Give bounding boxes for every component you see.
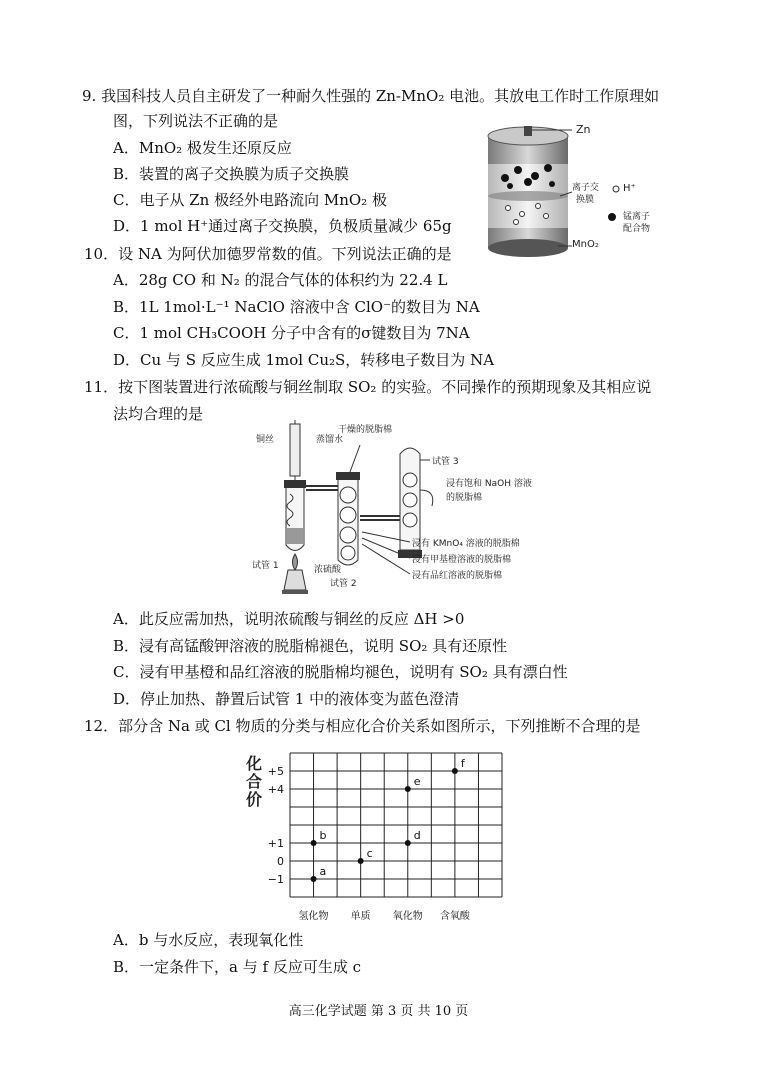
mn-complex-label-1: 锰离子 (623, 212, 651, 222)
q10-option-b: B．1L 1mol·L⁻¹ NaClO 溶液中含 ClO⁻的数目为 NA (113, 298, 480, 316)
x-category-label: 氧化物 (392, 911, 423, 922)
q9-option-b: B．装置的离子交换膜为质子交换膜 (113, 165, 350, 183)
battery-figure (480, 118, 680, 268)
q11-stem-line2: 法均合理的是 (113, 405, 204, 423)
q10-stem: 10．设 NA 为阿伏加德罗常数的值。下列说法正确的是 (84, 245, 452, 263)
y-tick-label: +5 (267, 765, 284, 778)
page-footer: 高三化学试题 第 3 页 共 10 页 (288, 1004, 469, 1019)
point-a (311, 876, 317, 882)
q11-option-d: D．停止加热、静置后试管 1 中的液体变为蓝色澄清 (113, 690, 460, 708)
x-category-label: 氢化物 (298, 911, 329, 922)
kmno4-cotton-label: 浸有 KMnO₄ 溶液的脱脂棉 (412, 539, 520, 549)
point-label-d: d (413, 829, 421, 842)
q12-stem: 12．部分含 Na 或 Cl 物质的分类与相应化合价关系如图所示，下列推断不合理的是 (84, 717, 641, 735)
point-label-b: b (319, 829, 327, 842)
point-label-e: e (413, 775, 421, 788)
chart-ylabel: 化合价 (246, 754, 263, 809)
q10-option-a: A．28g CO 和 N₂ 的混合气体的体积约为 22.4 L (113, 271, 448, 289)
valence-chart-svg (240, 745, 520, 925)
distilled-water-label: 蒸馏水 (316, 435, 344, 445)
valence-chart (240, 745, 520, 925)
q10-option-c: C．1 mol CH₃COOH 分子中含有的σ键数目为 7NA (113, 324, 470, 342)
q12-option-a: A．b 与水反应，表现氧化性 (113, 931, 304, 949)
copper-wire-label: 铜丝 (256, 435, 275, 445)
h-ion-label: H⁺ (623, 183, 636, 194)
q11-option-b: B．浸有高锰酸钾溶液的脱脂棉褪色，说明 SO₂ 具有还原性 (113, 637, 508, 655)
q9-option-c: C．电子从 Zn 极经外电路流向 MnO₂ 极 (113, 191, 387, 209)
tube3-label: 试管 3 (432, 457, 459, 467)
q11-option-c: C．浸有甲基橙和品红溶液的脱脂棉均褪色，说明有 SO₂ 具有漂白性 (113, 663, 568, 681)
zn-label: Zn (576, 123, 591, 136)
methyl-orange-cotton-label: 浸有甲基橙溶液的脱脂棉 (412, 555, 512, 565)
y-tick-label: +1 (267, 837, 284, 850)
tube1-label: 试管 1 (252, 561, 279, 571)
y-tick-label: +4 (267, 783, 284, 796)
q9-stem-line2: 图，下列说法不正确的是 (113, 112, 279, 130)
point-e (405, 786, 411, 792)
y-tick-label: 0 (277, 855, 284, 868)
point-c (358, 858, 364, 864)
point-label-f: f (460, 757, 465, 770)
y-tick-label: −1 (267, 873, 284, 886)
q11-stem-line1: 11．按下图装置进行浓硫酸与铜丝制取 SO₂ 的实验。不同操作的预期现象及其相应说 (84, 378, 652, 396)
point-label-a: a (319, 865, 327, 878)
point-label-c: c (366, 847, 373, 860)
q11-option-a: A．此反应需加热，说明浓硫酸与铜丝的反应 ΔH >0 (113, 610, 465, 628)
membrane-label-1: 离子交 (572, 183, 600, 193)
q10-option-d: D．Cu 与 S 反应生成 1mol Cu₂S，转移电子数目为 NA (113, 351, 495, 369)
magenta-cotton-label: 浸有品红溶液的脱脂棉 (412, 571, 503, 581)
point-f (452, 768, 458, 774)
x-category-label: 单质 (350, 911, 371, 922)
naoh-cotton-label-2: 的脱脂棉 (446, 493, 483, 503)
q12-option-b: B．一定条件下，a 与 f 反应可生成 c (113, 958, 361, 976)
naoh-cotton-label-1: 浸有饱和 NaOH 溶液 (446, 479, 532, 489)
x-category-label: 含氧酸 (439, 911, 470, 922)
mn-complex-label-2: 配合物 (623, 224, 651, 234)
apparatus-drawing (250, 420, 540, 610)
mno2-label: MnO₂ (572, 239, 599, 250)
membrane-label-2: 换膜 (576, 195, 595, 205)
tube2-label: 试管 2 (330, 579, 357, 589)
q9-option-a: A．MnO₂ 极发生还原反应 (113, 139, 292, 157)
point-b (311, 840, 317, 846)
point-d (405, 840, 411, 846)
apparatus-figure (250, 420, 540, 610)
dry-cotton-label: 干燥的脱脂棉 (338, 425, 393, 435)
q9-option-d: D．1 mol H⁺通过离子交换膜，负极质量减少 65g (113, 217, 452, 235)
conc-acid-label: 浓硫酸 (314, 565, 342, 575)
q9-stem-line1: 9. 我国科技人员自主研发了一种耐久性强的 Zn-MnO₂ 电池。其放电工作时工作原理如 (82, 87, 660, 105)
